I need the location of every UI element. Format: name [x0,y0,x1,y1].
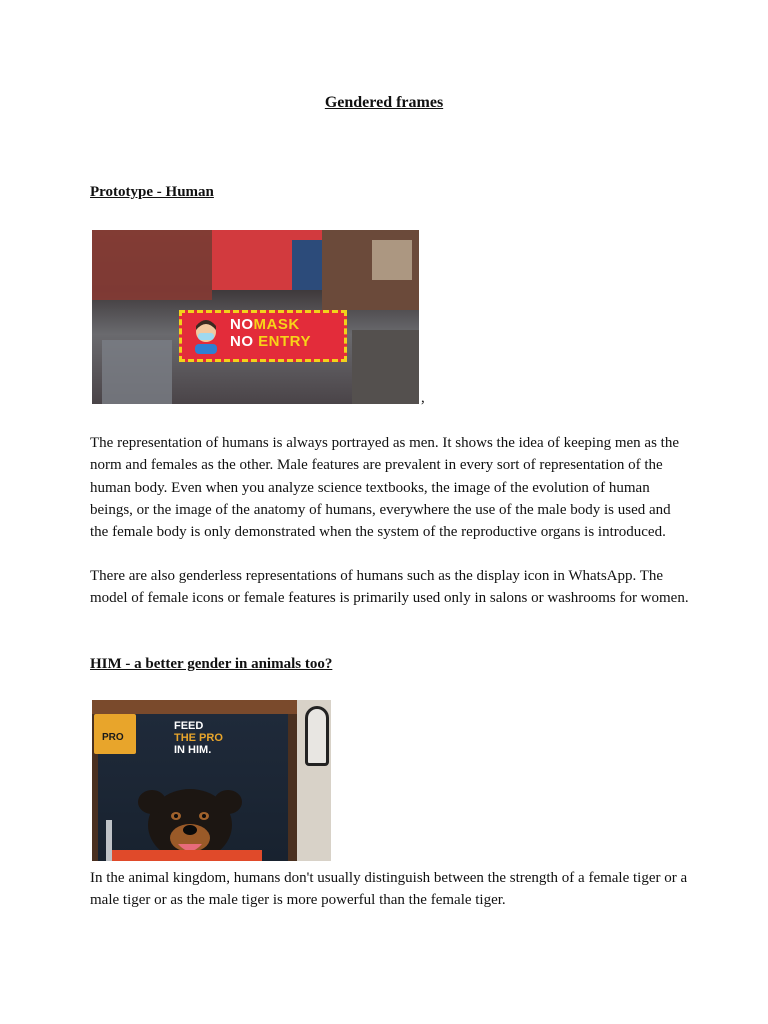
rottweiler-dog-image [130,780,250,861]
sign-line-2: NO ENTRY [230,333,311,350]
trailing-comma: , [421,390,425,406]
section-heading-him-animals: HIM - a better gender in animals too? [90,656,333,672]
pro-badge: PRO [94,714,136,754]
no-mask-sign [179,310,347,362]
page-title: Gendered frames [324,94,444,111]
no-mask-no-entry-photo [92,230,419,404]
paragraph-animal-kingdom: In the animal kingdom, humans don't usually distinguish between the strength of a female tiger or a male tiger or as the male tiger is more powerful than the female tiger. [90,870,688,909]
section-heading-prototype-human: Prototype - Human [90,184,214,200]
masked-person-icon [192,320,220,354]
sign-line-1: NOMASK [230,316,300,333]
poster-slogan: FEED THE PRO IN HIM. [174,720,223,756]
paragraph-human-representation: The representation of humans is always portrayed as men. It shows the idea of keeping men as the norm and females as the other. Male features are prevalent in every sort of representation of the human body. Even when you analyze science textbooks, the image of the evolution of human beings, or the image of the anatomy of humans, everywhere the use of the male body is used and the female body is only demonstrated when the system of the reproductive organs is introduced. [90,435,679,541]
feed-the-pro-poster-photo [92,700,331,861]
paragraph-genderless-icons: There are also genderless representations of humans such as the display icon in WhatsApp. The model of female icons or female features is primarily used only in salons or washrooms for women. [90,568,689,607]
side-mirror [305,706,329,766]
